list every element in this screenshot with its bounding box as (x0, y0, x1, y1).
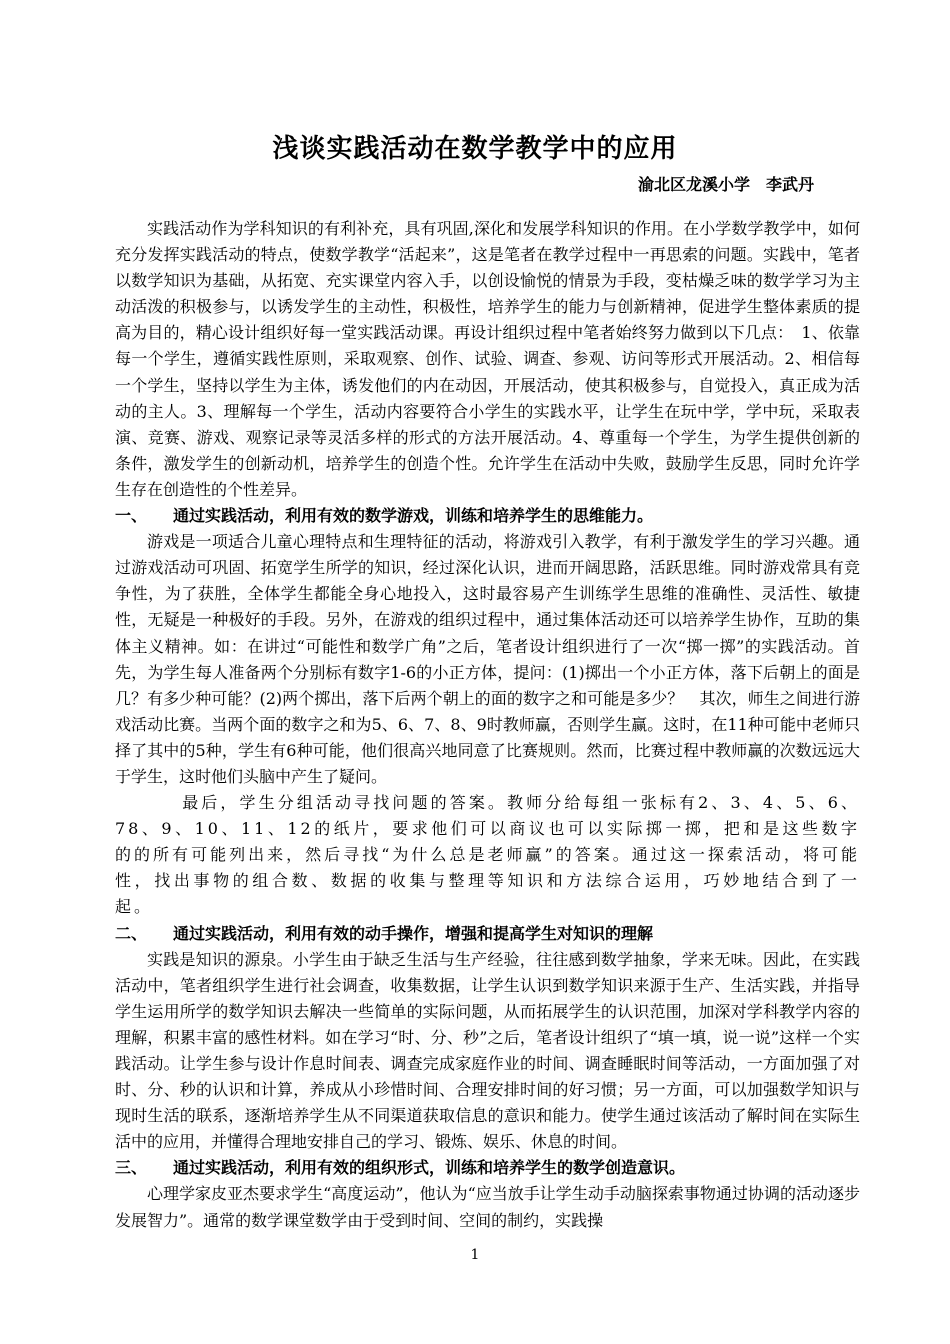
section-number-1: 一、 (115, 506, 148, 526)
section-1-paragraph-2: 最后，学生分组活动寻找问题的答案。教师分给每组一张标有2、3、4、5、6、78、9、10、11、12的纸片，要求他们可以商议也可以实际掷一掷，把和是这些数字的的所有可能列出来，然后寻找“为什么总是老师赢”的答案。通过这一探索活动，将可能性，找出事物的组合数、数据的收集与整理等知识和方法综合运用，巧妙地结合到了一起。 (115, 793, 860, 917)
section-heading-text-2: 通过实践活动，利用有效的动手操作，增强和提高学生对知识的理解 (173, 923, 654, 943)
intro-paragraph: 实践活动作为学科知识的有利补充，具有巩固,深化和发展学科知识的作用。在小学数学教学中，如何充分发挥实践活动的特点，使数学教学“活起来”，这是笔者在教学过程中一再思索的问题。实践中，笔者以数学知识为基础，从拓宽、充实课堂内容入手，以创设愉悦的情景为手段，变枯燥乏味的数学学习为主动活泼的积极参与，以诱发学生的主动性，积极性，培养学生的能力与创新精神，促进学生整体素质的提高为目的，精心设计组织好每一堂实践活动课。再设计组织过程中笔者始终努力做到以下几点： 1、依靠每一个学生，遵循实践性原则，采取观察、创作、试验、调查、参观、访问等形式开展活动。2、相信每一个学生，坚持以学生为主体，诱发他们的内在动因，开展活动，使其积极参与，自觉投入，真正成为活动的主人。3、理解每一个学生，活动内容要符合小学生的实践水平，让学生在玩中学，学中玩，采取表演、竞赛、游戏、观察记录等灵活多样的形式的方法开展活动。4、尊重每一个学生，为学生提供创新的条件，激发学生的创新动机，培养学生的创造个性。允许学生在活动中失败，鼓励学生反思，同时允许学生存在创造性的个性差异。 (115, 219, 860, 499)
section-3-paragraph-1: 心理学家皮亚杰要求学生“高度运动”，他认为“应当放手让学生动手动脑探索事物通过协调的活动逐步发展智力”。通常的数学课堂数学由于受到时间、空间的制约，实践操 (115, 1184, 860, 1230)
document-body (115, 216, 860, 1234)
document-title: 浅谈实践活动在数学教学中的应用 (272, 134, 678, 164)
section-number-3: 三、 (115, 1158, 148, 1178)
document-author: 渝北区龙溪小学 李武丹 (637, 175, 814, 194)
section-heading-text-1: 通过实践活动，利用有效的数学游戏，训练和培养学生的思维能力。 (173, 506, 654, 526)
section-heading-1 (115, 503, 860, 529)
section-number-2: 二、 (115, 923, 148, 943)
section-heading-2 (115, 921, 860, 947)
page-number: 1 (470, 1247, 480, 1263)
section-heading-text-3: 通过实践活动，利用有效的组织形式，训练和培养学生的数学创造意识。 (173, 1158, 686, 1178)
section-2-paragraph-1: 实践是知识的源泉。小学生由于缺乏生活与生产经验，往往感到数学抽象，学来无味。因此，在实践活动中，笔者组织学生进行社会调查，收集数据，让学生认识到数学知识来源于生产、生活实践，并指导学生运用所学的数学知识去解决一些简单的实际问题，从而拓展学生的认识范围，加深对学科教学内容的理解，积累丰富的感性材料。如在学习“时、分、秒”之后，笔者设计组织了“填一填，说一说”这样一个实践活动。让学生参与设计作息时间表、调查完成家庭作业的时间、调查睡眠时间等活动，一方面加强了对时、分、秒的认识和计算，养成从小珍惜时间、合理安排时间的好习惯；另一方面，可以加强数学知识与现时生活的联系，逐渐培养学生从不同渠道获取信息的意识和能力。使学生通过该活动了解时间在实际生活中的应用，并懂得合理地安排自己的学习、锻炼、娱乐、休息的时间。 (115, 949, 860, 1152)
section-1-paragraph-1: 游戏是一项适合儿童心理特点和生理特征的活动，将游戏引入教学，有利于激发学生的学习兴趣。通过游戏活动可巩固、拓宽学生所学的知识，经过深化认识，进而开阔思路，活跃思维。同时游戏常具有竞争性，为了获胜，全体学生都能全身心地投入，这时最容易产生训练学生思维的准确性、灵活性、敏捷性，无疑是一种极好的手段。另外，在游戏的组织过程中，通过集体活动还可以培养学生协作，互助的集体主义精神。如：在讲过“可能性和数学广角”之后，笔者设计组织进行了一次“掷一掷”的实践活动。首先，为学生每人准备两个分别标有数字1-6的小正方体，提问：(1)掷出一个小正方体，落下后朝上的面是几？有多少种可能？(2)两个掷出，落下后两个朝上的面的数字之和可能是多少？ 其次，师生之间进行游戏活动比赛。当两个面的数字之和为5、6、7、8、9时教师赢，否则学生赢。这时，在11种可能中老师只择了其中的5种，学生有6种可能，他们很高兴地同意了比赛规则。然而，比赛过程中教师赢的次数远远大于学生，这时他们头脑中产生了疑问。 (115, 532, 860, 786)
section-heading-3 (115, 1155, 860, 1181)
